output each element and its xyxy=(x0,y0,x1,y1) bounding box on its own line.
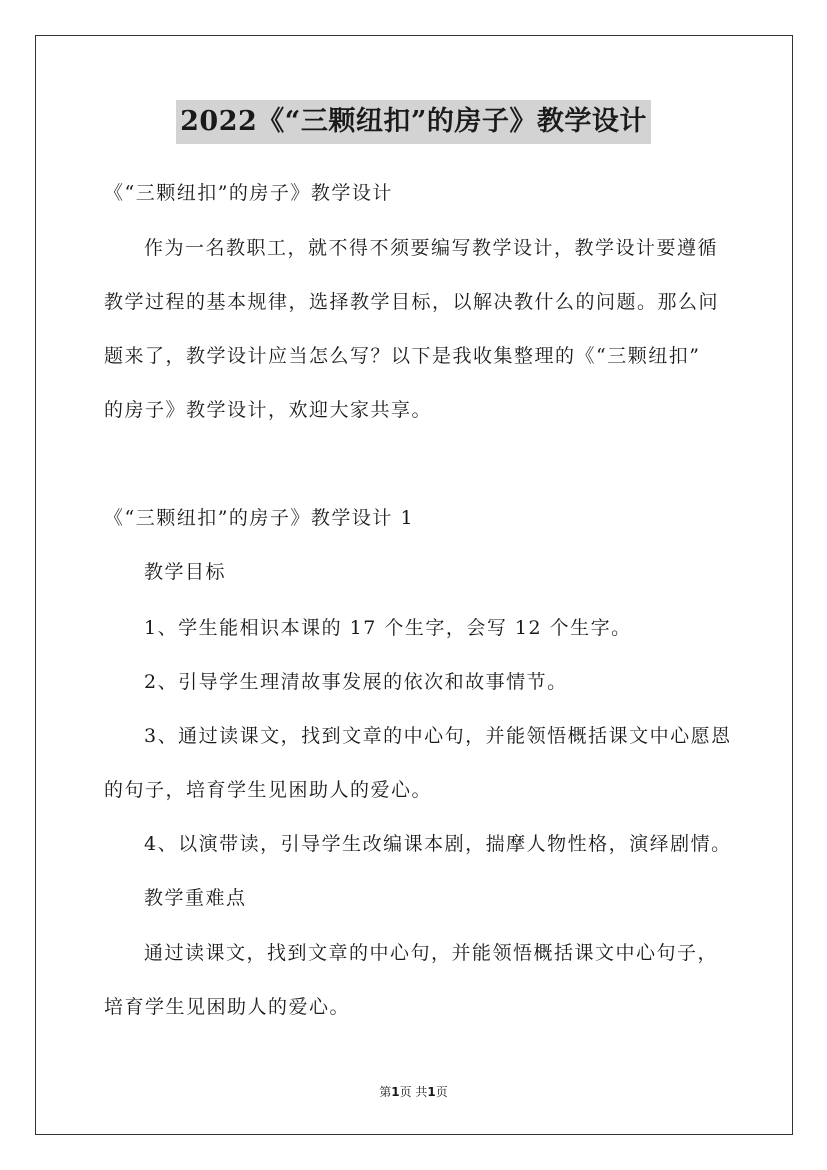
intro-line: 作为一名教职工，就不得不须要编写教学设计，教学设计要遵循 xyxy=(144,237,719,259)
document-subtitle: 《“三颗纽扣”的房子》教学设计 xyxy=(104,182,393,204)
intro-line: 的房子》教学设计，欢迎大家共享。 xyxy=(104,399,433,421)
intro-line: 教学过程的基本规律，选择教学目标，以解决教什么的问题。那么问 xyxy=(104,291,720,313)
section-heading: 《“三颗纽扣”的房子》教学设计 1 xyxy=(104,507,415,529)
document-title: 2022《“三颗纽扣”的房子》教学设计 xyxy=(176,100,651,144)
goal-line: 的句子，培育学生见困助人的爱心。 xyxy=(104,779,433,801)
footer-mid: 页 共 xyxy=(399,1085,428,1099)
page-number: 1 xyxy=(391,1085,400,1099)
goals-heading: 教学目标 xyxy=(144,561,227,583)
goal-line: 1、学生能相识本课的 17 个生字，会写 12 个生字。 xyxy=(144,617,632,639)
goal-line: 4、以演带读，引导学生改编课本剧，揣摩人物性格，演绎剧情。 xyxy=(144,833,732,855)
focus-line: 培育学生见困助人的爱心。 xyxy=(104,996,351,1018)
focus-line: 通过读课文，找到文章的中心句，并能领悟概括课文中心句子， xyxy=(144,942,719,964)
page-total: 1 xyxy=(427,1085,436,1099)
focus-heading: 教学重难点 xyxy=(144,887,247,909)
goal-line: 3、通过读课文，找到文章的中心句，并能领悟概括课文中心愿恩 xyxy=(144,725,732,747)
page-footer xyxy=(0,1084,827,1100)
title-container xyxy=(0,100,827,144)
footer-suffix: 页 xyxy=(435,1085,448,1099)
footer-prefix: 第 xyxy=(379,1085,392,1099)
goal-line: 2、引导学生理清故事发展的依次和故事情节。 xyxy=(144,671,568,693)
intro-line: 题来了，教学设计应当怎么写？以下是我收集整理的《“三颗纽扣” xyxy=(104,345,701,367)
